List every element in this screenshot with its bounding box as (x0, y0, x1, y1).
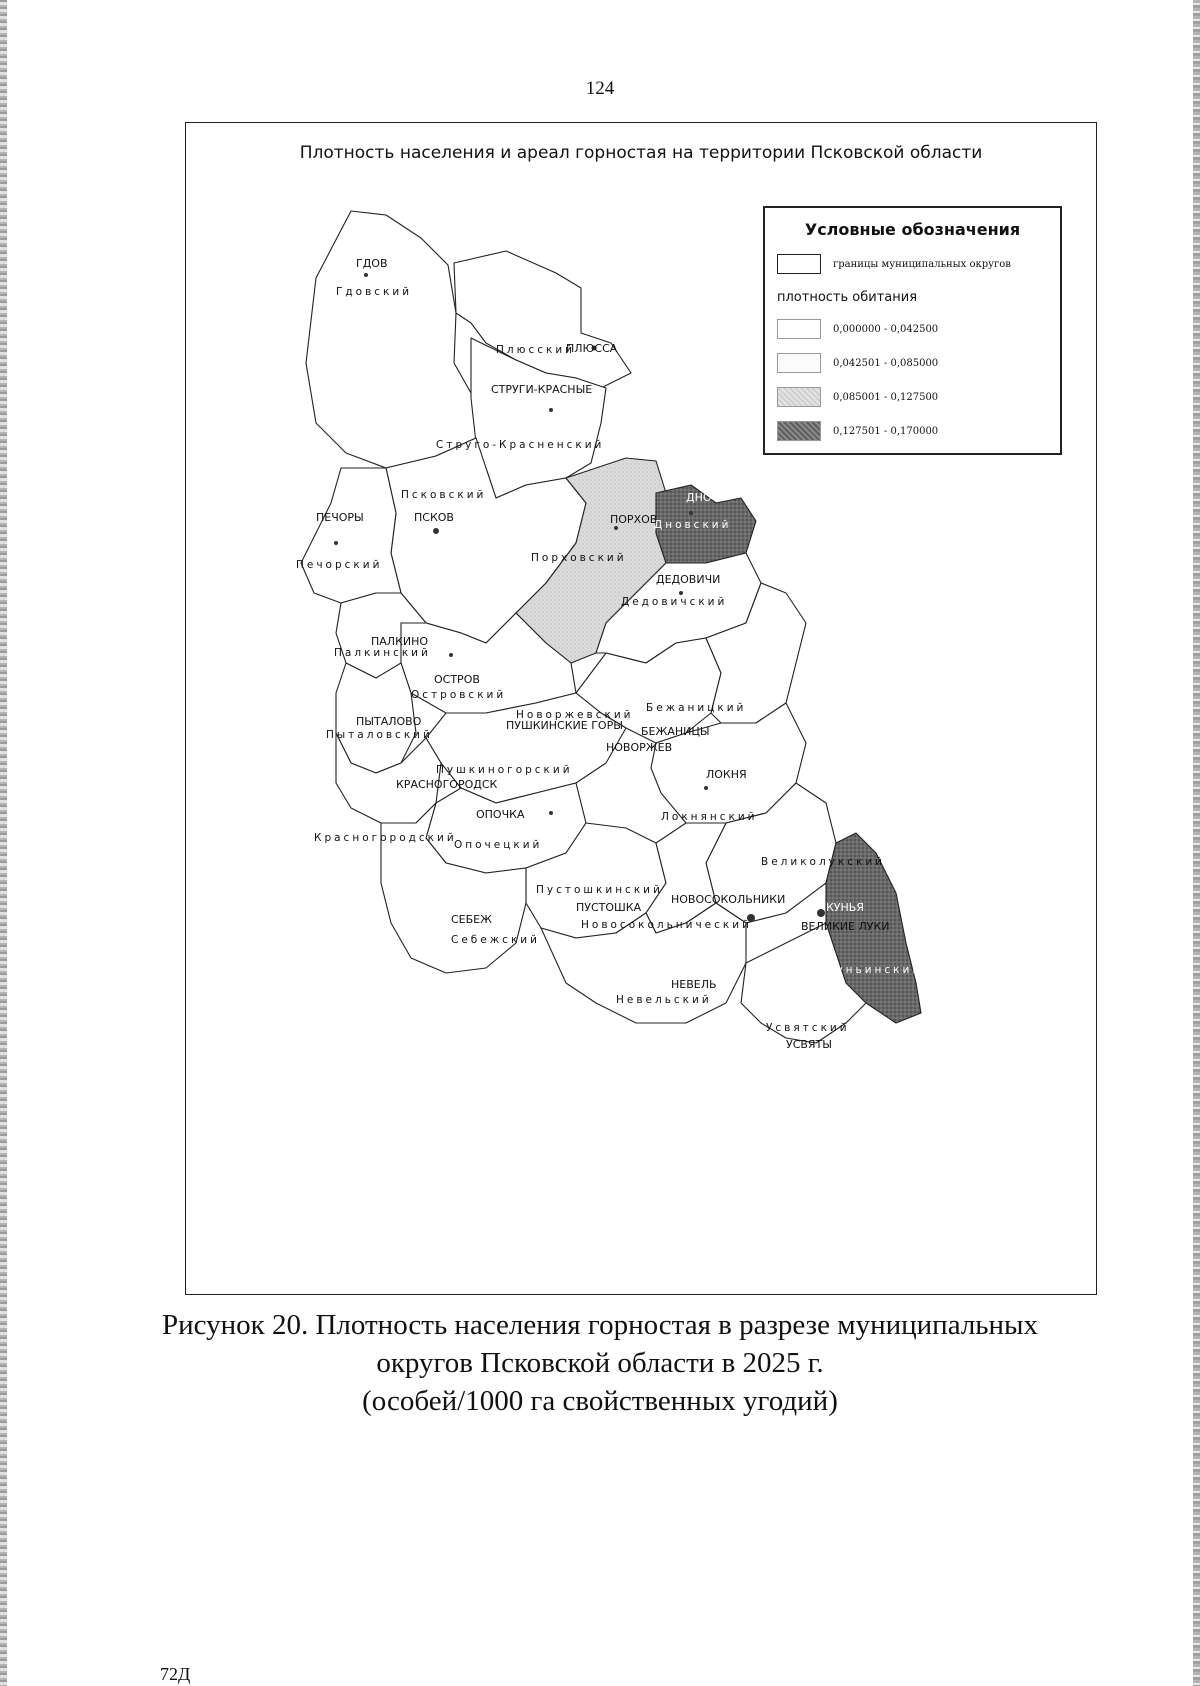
district-label-dedovichsky: Дедовичский (621, 596, 728, 608)
city-label-pskov: ПСКОВ (414, 511, 454, 524)
district-label-plyussky: Плюсский (496, 344, 575, 356)
district-label-krasnogorodsky: Красногородский (314, 832, 457, 844)
district-label-novosokolnichesky: Новосокольнический (581, 919, 752, 931)
city-label-krasnogorodsk: КРАСНОГОРОДСК (396, 778, 498, 791)
district-pechorsky[interactable] (301, 468, 401, 603)
district-label-gdovsky: Гдовский (336, 286, 413, 298)
city-label-bezhanitsy: БЕЖАНИЦЫ (641, 725, 710, 738)
legend-class-label: 0,042501 - 0,085000 (833, 357, 939, 369)
legend-class-row (777, 352, 938, 374)
district-label-porkhovsky: Порховский (531, 552, 627, 564)
city-label-novosokolniki: НОВОСОКОЛЬНИКИ (671, 893, 786, 906)
caption-line-2: округов Псковской области в 2025 г. (376, 1347, 824, 1379)
legend-swatch (777, 319, 821, 339)
city-label-novorzhev: НОВОРЖЕВ (606, 741, 673, 754)
city-label-opochka: ОПОЧКА (476, 808, 525, 821)
district-label-strugo-krasnensky: Струго-Красненский (436, 439, 605, 451)
city-marker (704, 786, 708, 790)
district-label-novorzhevsky: Новоржевский (516, 709, 634, 721)
city-marker (679, 591, 683, 595)
district-label-palkinsky: Палкинский (334, 647, 431, 659)
city-marker (364, 273, 368, 277)
legend-class-label: 0,127501 - 0,170000 (833, 425, 939, 437)
legend-class-row (777, 420, 938, 442)
city-label-velikie-luki: ВЕЛИКИЕ ЛУКИ (801, 920, 890, 933)
map-legend (763, 206, 1062, 455)
city-label-usvyaty: УСВЯТЫ (786, 1038, 832, 1051)
district-label-pushkinogorsky: Пушкиногорский (436, 764, 573, 776)
legend-boundary-label: границы муниципальных округов (833, 258, 1011, 270)
city-label-loknya: ЛОКНЯ (706, 768, 747, 781)
city-label-nevel: НЕВЕЛЬ (671, 978, 717, 991)
legend-density-title: плотность обитания (777, 290, 918, 305)
legend-class-label: 0,000000 - 0,042500 (833, 323, 939, 335)
legend-swatch (777, 387, 821, 407)
city-marker (549, 408, 553, 412)
caption-line-1: Рисунок 20. Плотность населения горностая в разрезе муниципальных (161, 1309, 1039, 1341)
map-title: Плотность населения и ареал горностая на территории Псковской области (299, 143, 983, 163)
legend-title: Условные обозначения (804, 220, 1021, 239)
city-label-strugi: СТРУГИ-КРАСНЫЕ (491, 383, 593, 396)
district-label-pskovsky: Псковский (401, 489, 487, 501)
legend-swatch (777, 353, 821, 373)
page-code: 72Д (160, 1664, 191, 1684)
legend-boundary-row (777, 253, 1011, 275)
city-marker (549, 811, 553, 815)
caption-line-3: (особей/1000 га свойственных угодий) (362, 1385, 838, 1417)
district-gdovsky[interactable] (306, 211, 476, 468)
city-label-ostrov: ОСТРОВ (434, 673, 480, 686)
district-label-loknyansky: Локнянский (661, 811, 758, 823)
city-label-sebezh: СЕБЕЖ (451, 913, 492, 926)
scan-edge-left (0, 0, 7, 1686)
figure-caption (0, 1306, 1200, 1420)
district-label-pytalovsky: Пыталовский (326, 729, 433, 741)
city-label-palkino: ПАЛКИНО (371, 635, 429, 648)
city-marker (334, 541, 338, 545)
district-label-ostrovsky: Островский (411, 689, 507, 701)
city-label-dno: ДНО (686, 491, 712, 504)
city-label-gdov: ГДОВ (356, 257, 388, 270)
district-label-bezhanitsky: Бежаницкий (646, 702, 747, 714)
legend-class-row (777, 386, 938, 408)
legend-class-row (777, 318, 938, 340)
city-marker (614, 526, 618, 530)
legend-boundary-swatch (777, 254, 821, 274)
city-label-kunya: КУНЬЯ (826, 901, 864, 914)
city-label-pytalovo: ПЫТАЛОВО (356, 715, 422, 728)
city-label-pechory: ПЕЧОРЫ (316, 511, 364, 524)
district-label-nevelsky: Невельский (616, 994, 712, 1006)
page-number: 124 (585, 78, 615, 99)
city-label-plyussa: ПЛЮССА (566, 342, 618, 355)
district-label-opochetsky: Опочецкий (454, 839, 543, 851)
scan-edge-right (1193, 0, 1200, 1686)
district-label-pechorsky: Печорский (296, 559, 383, 571)
district-label-usvyatsky: Усвятский (766, 1022, 850, 1034)
legend-class-label: 0,085001 - 0,127500 (833, 391, 939, 403)
district-label-kuninsky: Куньинский (826, 964, 923, 976)
city-marker (689, 511, 693, 515)
city-label-porkhov: ПОРХОВ (610, 513, 658, 526)
city-label-pushkinskie-gory: ПУШКИНСКИЕ ГОРЫ (506, 719, 623, 732)
city-marker (449, 653, 453, 657)
district-label-velikoluksky: Великолукский (761, 856, 885, 868)
city-marker (433, 528, 439, 534)
city-label-dedovichi: ДЕДОВИЧИ (656, 573, 721, 586)
district-label-dnovsky: Дновский (654, 519, 732, 531)
map-frame (185, 122, 1097, 1295)
district-label-sebezhsky: Себежский (451, 934, 540, 946)
city-label-pustoshka: ПУСТОШКА (576, 901, 642, 914)
legend-swatch (777, 421, 821, 441)
city-marker (817, 909, 825, 917)
district-label-pustoshkinsky: Пустошкинский (536, 884, 663, 896)
